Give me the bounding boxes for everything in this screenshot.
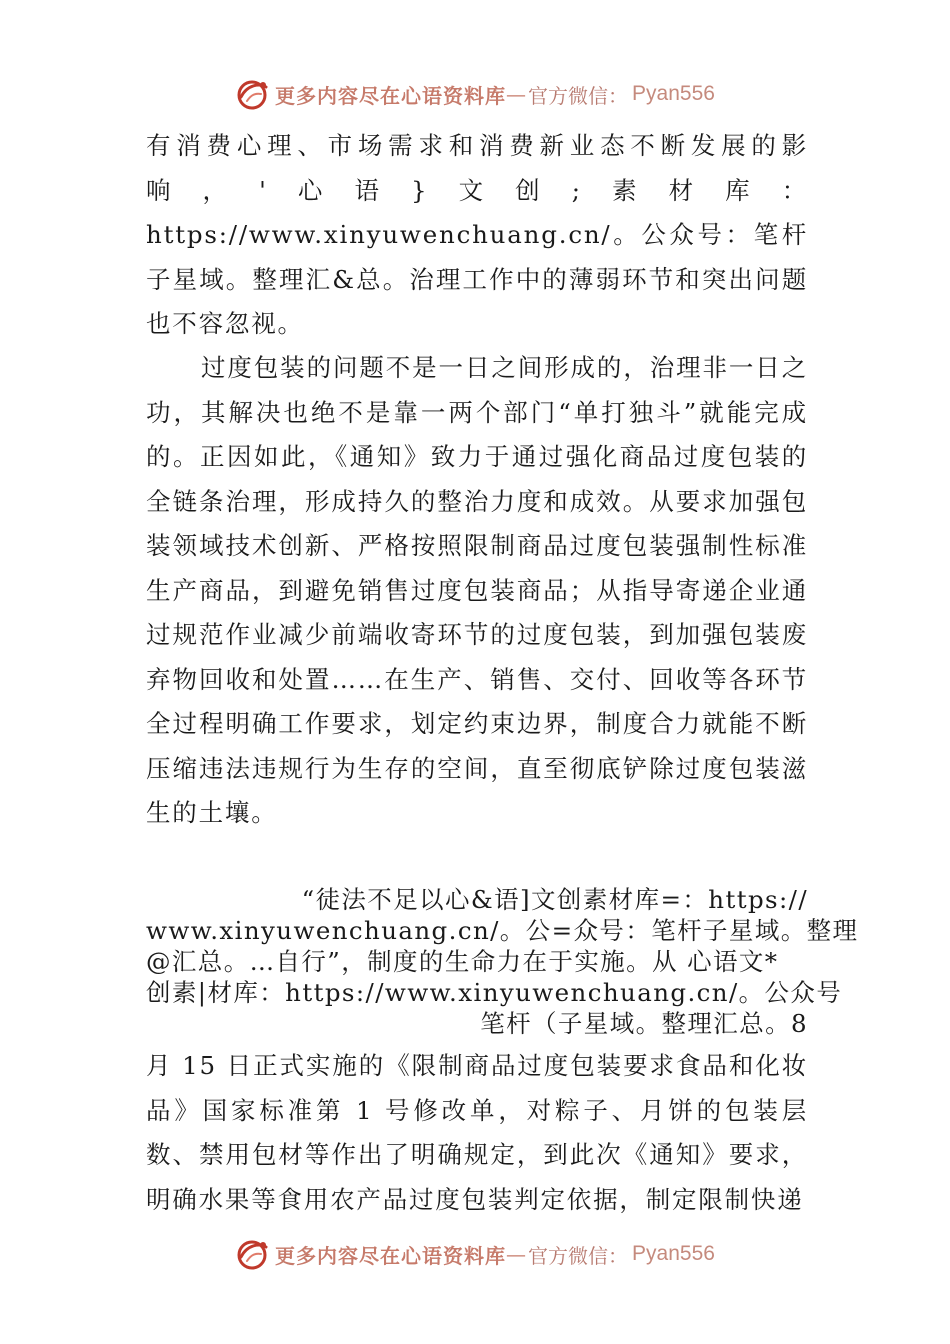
banner-title: 更多内容尽在心语资料库 [275, 1243, 507, 1268]
paragraph-3-line: 创素|材库：https://www.xinyuwenchuang.cn/。公众号 [146, 978, 843, 1007]
banner-wechat-label: 官方微信： [528, 1243, 629, 1268]
paragraph-3-line: 笔杆（子星域。整理汇总。8 [480, 1009, 808, 1038]
header-watermark-banner [0, 72, 950, 116]
banner-title: 更多内容尽在心语资料库 [275, 83, 507, 108]
xinyu-logo-icon [235, 77, 269, 111]
paragraph-2: 过度包装的问题不是一日之间形成的，治理非一日之功，其解决也绝不是靠一两个部门“单打独斗”就能完成的。正因如此，《通知》致力于通过强化商品过度包装的全链条治理，形成持久的整治力度和成效。从要求加强包装领域技术创新、严格按照限制商品过度包装强制性标准生产商品，到避免销售过度包装商品；从指导寄递企业通过规范作业减少前端收寄环节的过度包装，到加强包装废弃物回收和处置……在生产、销售、交付、回收等各环节全过程明确工作要求，划定约束边界，制度合力就能不断压缩违法违规行为生存的空间，直至彻底铲除过度包装滋生的土壤。 [146, 353, 808, 827]
banner-separator: — [506, 1242, 527, 1266]
paragraph-4: 月 15 日正式实施的《限制商品过度包装要求食品和化妆品》国家标准第 1 号修改单，对粽子、月饼的包装层数、禁用包材等作出了明确规定，到此次《通知》要求，明确水果等食用农产品过度包装判定依据，制定限制快递 [146, 1051, 808, 1214]
paragraph-1: 有消费心理、市场需求和消费新业态不断发展的影响，'心语}文创;素材库：https://www.xinyuwenchuang.cn/。公众号：笔杆子星域。整理汇&总。治理工作中的薄弱环节和突出问题也不容忽视。 [146, 131, 808, 338]
paragraph-3-line: @汇总。…自行”，制度的生命力在于实施。从 心语文* [146, 947, 779, 976]
xinyu-logo-icon [235, 1237, 269, 1271]
banner-wechat-id: Pyan556 [632, 82, 715, 105]
banner-wechat-label: 官方微信： [528, 83, 629, 108]
banner-separator: — [506, 82, 527, 106]
paragraph-3-block [146, 884, 859, 1039]
paragraph-3-line: “徒法不足以心&语]文创素材库=：https:// [301, 885, 808, 914]
paragraph-3-line: www.xinyuwenchuang.cn/。公=众号：笔杆子星域。整理 [146, 916, 859, 945]
footer-watermark-banner [0, 1232, 950, 1276]
banner-wechat-id: Pyan556 [632, 1242, 715, 1265]
